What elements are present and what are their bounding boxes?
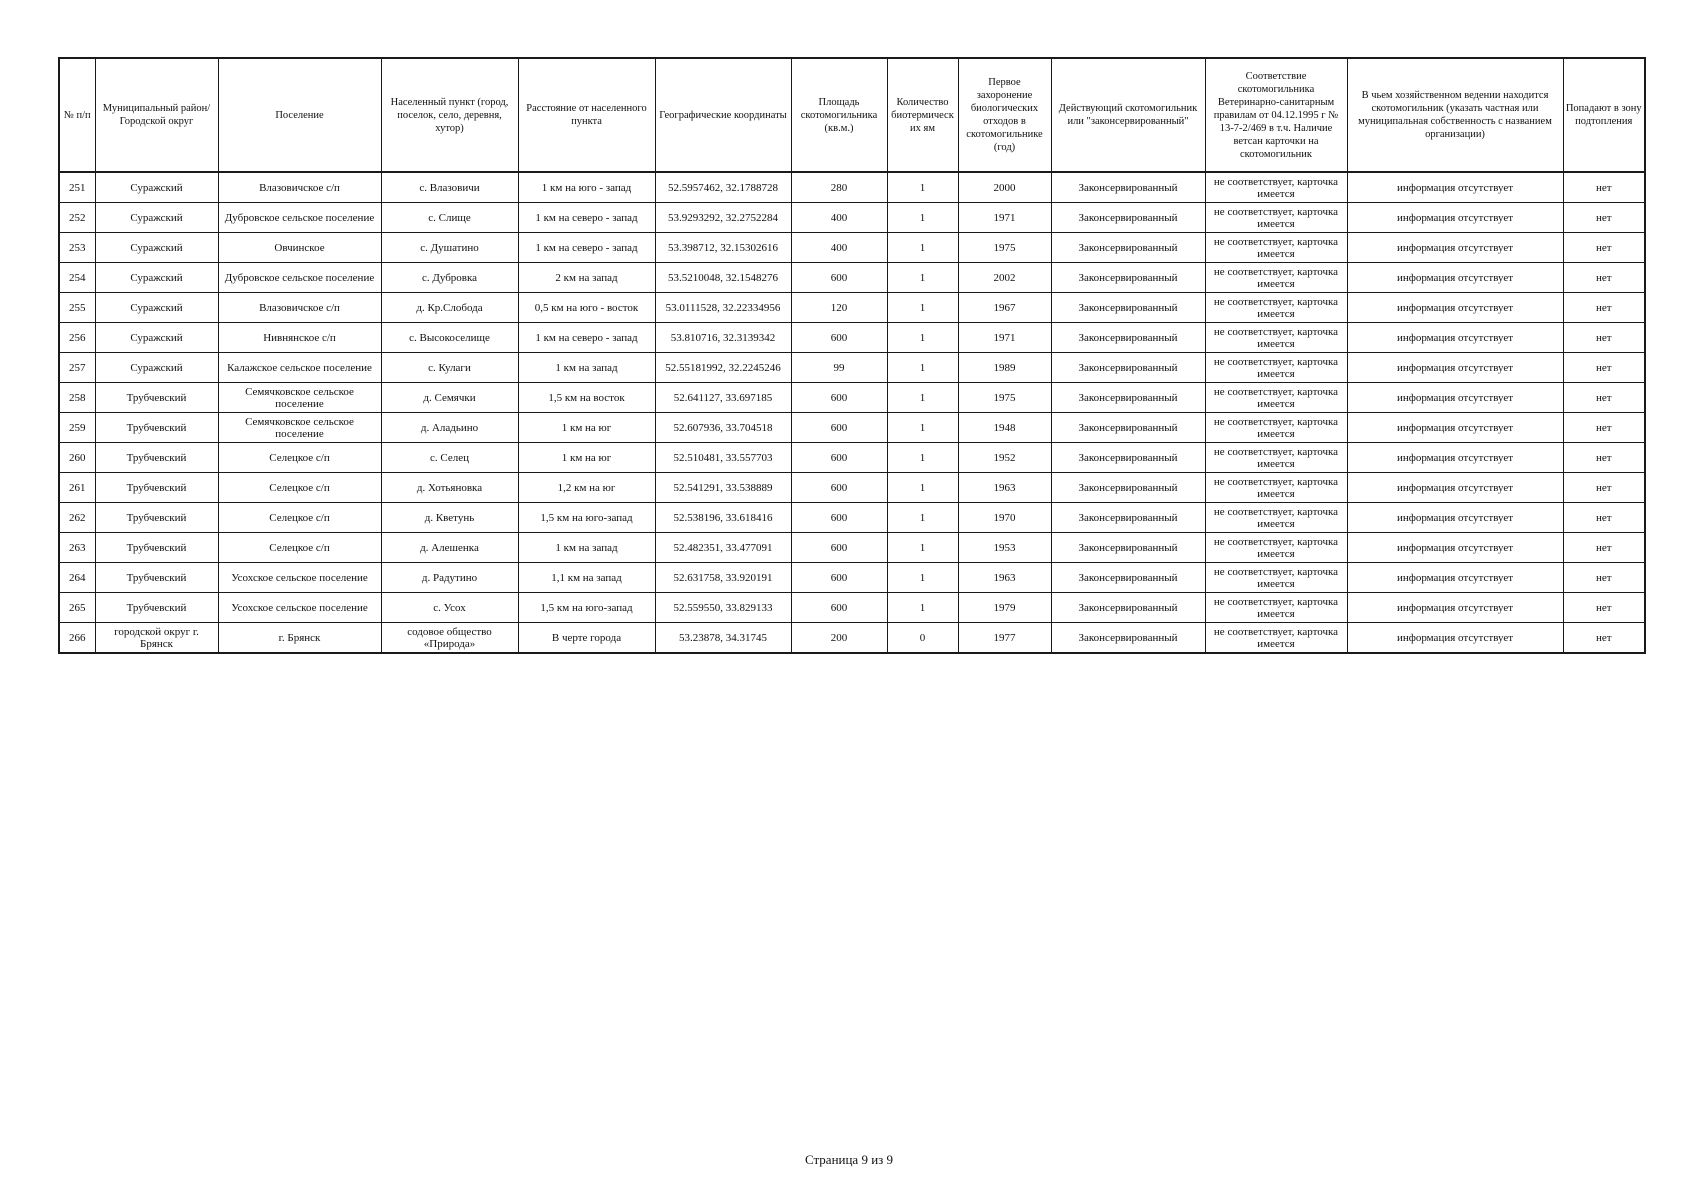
cell-municipal-district: Трубчевский — [95, 563, 218, 593]
cell-ownership: информация отсутствует — [1347, 383, 1563, 413]
cell-compliance: не соответствует, карточка имеется — [1205, 623, 1347, 654]
cell-distance: 0,5 км на юго - восток — [518, 293, 655, 323]
cell-compliance: не соответствует, карточка имеется — [1205, 473, 1347, 503]
cell-settlement: Семячковское сельское поселение — [218, 383, 381, 413]
cell-pit-count: 0 — [887, 623, 958, 654]
cell-status: Законсервированный — [1051, 233, 1205, 263]
cell-first-burial-year: 1989 — [958, 353, 1051, 383]
cell-locality: с. Усох — [381, 593, 518, 623]
cell-status: Законсервированный — [1051, 293, 1205, 323]
cell-distance: В черте города — [518, 623, 655, 654]
cell-flood-zone: нет — [1563, 293, 1645, 323]
cell-ownership: информация отсутствует — [1347, 233, 1563, 263]
document-sheet — [58, 57, 1644, 654]
cell-pit-count: 1 — [887, 172, 958, 203]
cell-coordinates: 52.5957462, 32.1788728 — [655, 172, 791, 203]
cell-flood-zone: нет — [1563, 203, 1645, 233]
cell-compliance: не соответствует, карточка имеется — [1205, 443, 1347, 473]
cell-municipal-district: Трубчевский — [95, 593, 218, 623]
cell-status: Законсервированный — [1051, 413, 1205, 443]
cell-settlement: Влазовичское с/п — [218, 172, 381, 203]
cell-first-burial-year: 1977 — [958, 623, 1051, 654]
cell-pit-count: 1 — [887, 233, 958, 263]
cell-pit-count: 1 — [887, 293, 958, 323]
header-settlement: Поселение — [218, 58, 381, 172]
cell-locality: д. Аладьино — [381, 413, 518, 443]
cell-area: 600 — [791, 503, 887, 533]
cell-municipal-district: Суражский — [95, 323, 218, 353]
cell-municipal-district: городской округ г. Брянск — [95, 623, 218, 654]
cell-flood-zone: нет — [1563, 323, 1645, 353]
cell-status: Законсервированный — [1051, 353, 1205, 383]
cell-number: 266 — [59, 623, 95, 654]
cell-distance: 1 км на юг — [518, 443, 655, 473]
cell-settlement: Влазовичское с/п — [218, 293, 381, 323]
cell-status: Законсервированный — [1051, 263, 1205, 293]
cell-compliance: не соответствует, карточка имеется — [1205, 593, 1347, 623]
cell-area: 400 — [791, 203, 887, 233]
table-row — [59, 383, 1645, 413]
cell-coordinates: 53.398712, 32.15302616 — [655, 233, 791, 263]
cell-first-burial-year: 1971 — [958, 323, 1051, 353]
cell-ownership: информация отсутствует — [1347, 353, 1563, 383]
cell-status: Законсервированный — [1051, 323, 1205, 353]
cell-coordinates: 52.538196, 33.618416 — [655, 503, 791, 533]
cell-pit-count: 1 — [887, 203, 958, 233]
cell-settlement: г. Брянск — [218, 623, 381, 654]
table-header-row — [59, 58, 1645, 172]
cell-first-burial-year: 1953 — [958, 533, 1051, 563]
cell-coordinates: 52.55181992, 32.2245246 — [655, 353, 791, 383]
cell-settlement: Дубровское сельское поселение — [218, 263, 381, 293]
cell-distance: 1 км на юго - запад — [518, 172, 655, 203]
table-row — [59, 172, 1645, 203]
cell-coordinates: 53.9293292, 32.2752284 — [655, 203, 791, 233]
cell-distance: 1,5 км на юго-запад — [518, 503, 655, 533]
table-body — [59, 172, 1645, 653]
cell-ownership: информация отсутствует — [1347, 473, 1563, 503]
cell-settlement: Калажское сельское поселение — [218, 353, 381, 383]
page-number-label: Страница 9 из 9 — [804, 1152, 894, 1167]
cell-area: 600 — [791, 383, 887, 413]
cell-compliance: не соответствует, карточка имеется — [1205, 233, 1347, 263]
cell-status: Законсервированный — [1051, 172, 1205, 203]
cell-locality: д. Семячки — [381, 383, 518, 413]
cell-settlement: Селецкое с/п — [218, 443, 381, 473]
cell-distance: 1 км на запад — [518, 533, 655, 563]
cell-distance: 1 км на северо - запад — [518, 323, 655, 353]
cell-flood-zone: нет — [1563, 593, 1645, 623]
cell-area: 600 — [791, 533, 887, 563]
cell-status: Законсервированный — [1051, 563, 1205, 593]
cell-distance: 1,1 км на запад — [518, 563, 655, 593]
table-row — [59, 353, 1645, 383]
cell-area: 600 — [791, 443, 887, 473]
cell-flood-zone: нет — [1563, 383, 1645, 413]
cell-coordinates: 52.559550, 33.829133 — [655, 593, 791, 623]
cell-flood-zone: нет — [1563, 503, 1645, 533]
cell-municipal-district: Трубчевский — [95, 533, 218, 563]
cell-pit-count: 1 — [887, 413, 958, 443]
cell-settlement: Селецкое с/п — [218, 503, 381, 533]
cell-pit-count: 1 — [887, 443, 958, 473]
cell-number: 263 — [59, 533, 95, 563]
cell-flood-zone: нет — [1563, 263, 1645, 293]
table-row — [59, 593, 1645, 623]
cell-status: Законсервированный — [1051, 383, 1205, 413]
cell-ownership: информация отсутствует — [1347, 323, 1563, 353]
cell-number: 257 — [59, 353, 95, 383]
cell-municipal-district: Трубчевский — [95, 503, 218, 533]
cell-municipal-district: Суражский — [95, 263, 218, 293]
cell-municipal-district: Трубчевский — [95, 383, 218, 413]
cell-number: 259 — [59, 413, 95, 443]
cell-number: 265 — [59, 593, 95, 623]
cattle-burial-registry-table — [58, 57, 1646, 654]
cell-number: 261 — [59, 473, 95, 503]
cell-distance: 1 км на юг — [518, 413, 655, 443]
cell-locality: д. Алешенка — [381, 533, 518, 563]
cell-number: 264 — [59, 563, 95, 593]
cell-compliance: не соответствует, карточка имеется — [1205, 263, 1347, 293]
cell-flood-zone: нет — [1563, 353, 1645, 383]
cell-municipal-district: Суражский — [95, 293, 218, 323]
cell-settlement: Селецкое с/п — [218, 473, 381, 503]
cell-coordinates: 53.0111528, 32.22334956 — [655, 293, 791, 323]
cell-ownership: информация отсутствует — [1347, 203, 1563, 233]
page-footer — [0, 1152, 1698, 1168]
cell-distance: 1,5 км на восток — [518, 383, 655, 413]
cell-municipal-district: Трубчевский — [95, 473, 218, 503]
cell-area: 600 — [791, 563, 887, 593]
cell-first-burial-year: 1979 — [958, 593, 1051, 623]
cell-compliance: не соответствует, карточка имеется — [1205, 323, 1347, 353]
cell-distance: 1 км на запад — [518, 353, 655, 383]
cell-first-burial-year: 1970 — [958, 503, 1051, 533]
cell-distance: 1,2 км на юг — [518, 473, 655, 503]
header-first-burial-year: Первое захоронение биологических отходов в скотомогильнике (год) — [958, 58, 1051, 172]
cell-area: 280 — [791, 172, 887, 203]
table-row — [59, 443, 1645, 473]
cell-status: Законсервированный — [1051, 503, 1205, 533]
header-number: № п/п — [59, 58, 95, 172]
cell-flood-zone: нет — [1563, 473, 1645, 503]
table-row — [59, 623, 1645, 654]
cell-coordinates: 52.607936, 33.704518 — [655, 413, 791, 443]
cell-compliance: не соответствует, карточка имеется — [1205, 293, 1347, 323]
cell-compliance: не соответствует, карточка имеется — [1205, 413, 1347, 443]
cell-coordinates: 52.631758, 33.920191 — [655, 563, 791, 593]
cell-locality: с. Душатино — [381, 233, 518, 263]
cell-ownership: информация отсутствует — [1347, 623, 1563, 654]
header-coordinates: Географические координаты — [655, 58, 791, 172]
cell-compliance: не соответствует, карточка имеется — [1205, 203, 1347, 233]
cell-municipal-district: Суражский — [95, 353, 218, 383]
cell-status: Законсервированный — [1051, 473, 1205, 503]
cell-area: 600 — [791, 323, 887, 353]
cell-status: Законсервированный — [1051, 203, 1205, 233]
cell-settlement: Нивнянское с/п — [218, 323, 381, 353]
cell-distance: 2 км на запад — [518, 263, 655, 293]
cell-locality: д. Хотьяновка — [381, 473, 518, 503]
header-status: Действующий скотомогильник или "законсервированный" — [1051, 58, 1205, 172]
cell-number: 252 — [59, 203, 95, 233]
cell-first-burial-year: 2002 — [958, 263, 1051, 293]
cell-status: Законсервированный — [1051, 593, 1205, 623]
cell-ownership: информация отсутствует — [1347, 533, 1563, 563]
header-ownership: В чьем хозяйственном ведении находится скотомогильник (указать частная или муниципальная собственность с названием организации) — [1347, 58, 1563, 172]
table-row — [59, 563, 1645, 593]
cell-coordinates: 53.810716, 32.3139342 — [655, 323, 791, 353]
cell-coordinates: 52.482351, 33.477091 — [655, 533, 791, 563]
cell-coordinates: 52.541291, 33.538889 — [655, 473, 791, 503]
cell-settlement: Семячковское сельское поселение — [218, 413, 381, 443]
cell-settlement: Усохское сельское поселение — [218, 593, 381, 623]
cell-number: 256 — [59, 323, 95, 353]
cell-locality: с. Кулаги — [381, 353, 518, 383]
cell-pit-count: 1 — [887, 563, 958, 593]
cell-pit-count: 1 — [887, 383, 958, 413]
cell-ownership: информация отсутствует — [1347, 263, 1563, 293]
cell-pit-count: 1 — [887, 263, 958, 293]
cell-locality: с. Слище — [381, 203, 518, 233]
cell-status: Законсервированный — [1051, 533, 1205, 563]
table-row — [59, 533, 1645, 563]
cell-pit-count: 1 — [887, 323, 958, 353]
cell-number: 258 — [59, 383, 95, 413]
cell-flood-zone: нет — [1563, 443, 1645, 473]
header-pit-count: Количество биотермических ям — [887, 58, 958, 172]
table-row — [59, 503, 1645, 533]
table-row — [59, 323, 1645, 353]
cell-first-burial-year: 1952 — [958, 443, 1051, 473]
header-locality: Населенный пункт (город, поселок, село, деревня, хутор) — [381, 58, 518, 172]
cell-ownership: информация отсутствует — [1347, 563, 1563, 593]
cell-ownership: информация отсутствует — [1347, 443, 1563, 473]
table-row — [59, 473, 1645, 503]
cell-pit-count: 1 — [887, 593, 958, 623]
cell-locality: д. Кр.Слобода — [381, 293, 518, 323]
cell-coordinates: 52.510481, 33.557703 — [655, 443, 791, 473]
cell-compliance: не соответствует, карточка имеется — [1205, 503, 1347, 533]
cell-distance: 1 км на северо - запад — [518, 233, 655, 263]
cell-coordinates: 53.5210048, 32.1548276 — [655, 263, 791, 293]
cell-pit-count: 1 — [887, 533, 958, 563]
cell-municipal-district: Суражский — [95, 203, 218, 233]
cell-area: 600 — [791, 593, 887, 623]
cell-number: 262 — [59, 503, 95, 533]
cell-ownership: информация отсутствует — [1347, 593, 1563, 623]
cell-first-burial-year: 1948 — [958, 413, 1051, 443]
cell-locality: с. Высокоселище — [381, 323, 518, 353]
table-row — [59, 413, 1645, 443]
cell-compliance: не соответствует, карточка имеется — [1205, 563, 1347, 593]
cell-status: Законсервированный — [1051, 443, 1205, 473]
header-flood-zone: Попадают в зону подтопления — [1563, 58, 1645, 172]
cell-municipal-district: Суражский — [95, 172, 218, 203]
cell-flood-zone: нет — [1563, 533, 1645, 563]
cell-number: 254 — [59, 263, 95, 293]
cell-municipal-district: Трубчевский — [95, 443, 218, 473]
cell-distance: 1 км на северо - запад — [518, 203, 655, 233]
cell-locality: содовое общество «Природа» — [381, 623, 518, 654]
cell-compliance: не соответствует, карточка имеется — [1205, 353, 1347, 383]
cell-locality: с. Дубровка — [381, 263, 518, 293]
cell-locality: д. Радутино — [381, 563, 518, 593]
header-municipal-district: Муниципальный район/Городской округ — [95, 58, 218, 172]
cell-ownership: информация отсутствует — [1347, 293, 1563, 323]
cell-area: 600 — [791, 263, 887, 293]
cell-ownership: информация отсутствует — [1347, 413, 1563, 443]
cell-settlement: Селецкое с/п — [218, 533, 381, 563]
cell-area: 200 — [791, 623, 887, 654]
cell-flood-zone: нет — [1563, 172, 1645, 203]
table-row — [59, 203, 1645, 233]
cell-municipal-district: Суражский — [95, 233, 218, 263]
cell-first-burial-year: 1971 — [958, 203, 1051, 233]
cell-flood-zone: нет — [1563, 623, 1645, 654]
cell-coordinates: 52.641127, 33.697185 — [655, 383, 791, 413]
cell-ownership: информация отсутствует — [1347, 172, 1563, 203]
cell-first-burial-year: 1967 — [958, 293, 1051, 323]
cell-compliance: не соответствует, карточка имеется — [1205, 383, 1347, 413]
cell-settlement: Овчинское — [218, 233, 381, 263]
cell-area: 120 — [791, 293, 887, 323]
cell-pit-count: 1 — [887, 503, 958, 533]
header-area: Площадь скотомогильника (кв.м.) — [791, 58, 887, 172]
cell-locality: с. Селец — [381, 443, 518, 473]
table-row — [59, 293, 1645, 323]
cell-pit-count: 1 — [887, 353, 958, 383]
table-row — [59, 263, 1645, 293]
cell-ownership: информация отсутствует — [1347, 503, 1563, 533]
table-row — [59, 233, 1645, 263]
cell-municipal-district: Трубчевский — [95, 413, 218, 443]
cell-first-burial-year: 1975 — [958, 383, 1051, 413]
header-compliance: Соответствие скотомогильника Ветеринарно-санитарным правилам от 04.12.1995 г № 13-7-2/469 в т.ч. Наличие ветсан карточки на скотомогильник — [1205, 58, 1347, 172]
cell-coordinates: 53.23878, 34.31745 — [655, 623, 791, 654]
cell-pit-count: 1 — [887, 473, 958, 503]
cell-first-burial-year: 2000 — [958, 172, 1051, 203]
cell-first-burial-year: 1963 — [958, 473, 1051, 503]
cell-locality: с. Влазовичи — [381, 172, 518, 203]
cell-status: Законсервированный — [1051, 623, 1205, 654]
cell-settlement: Усохское сельское поселение — [218, 563, 381, 593]
cell-distance: 1,5 км на юго-запад — [518, 593, 655, 623]
cell-number: 253 — [59, 233, 95, 263]
cell-area: 99 — [791, 353, 887, 383]
cell-settlement: Дубровское сельское поселение — [218, 203, 381, 233]
header-distance: Расстояние от населенного пункта — [518, 58, 655, 172]
cell-number: 255 — [59, 293, 95, 323]
cell-area: 600 — [791, 473, 887, 503]
cell-first-burial-year: 1963 — [958, 563, 1051, 593]
cell-flood-zone: нет — [1563, 233, 1645, 263]
cell-number: 260 — [59, 443, 95, 473]
cell-number: 251 — [59, 172, 95, 203]
cell-first-burial-year: 1975 — [958, 233, 1051, 263]
cell-area: 600 — [791, 413, 887, 443]
cell-locality: д. Кветунь — [381, 503, 518, 533]
cell-area: 400 — [791, 233, 887, 263]
cell-flood-zone: нет — [1563, 413, 1645, 443]
cell-compliance: не соответствует, карточка имеется — [1205, 172, 1347, 203]
cell-compliance: не соответствует, карточка имеется — [1205, 533, 1347, 563]
cell-flood-zone: нет — [1563, 563, 1645, 593]
